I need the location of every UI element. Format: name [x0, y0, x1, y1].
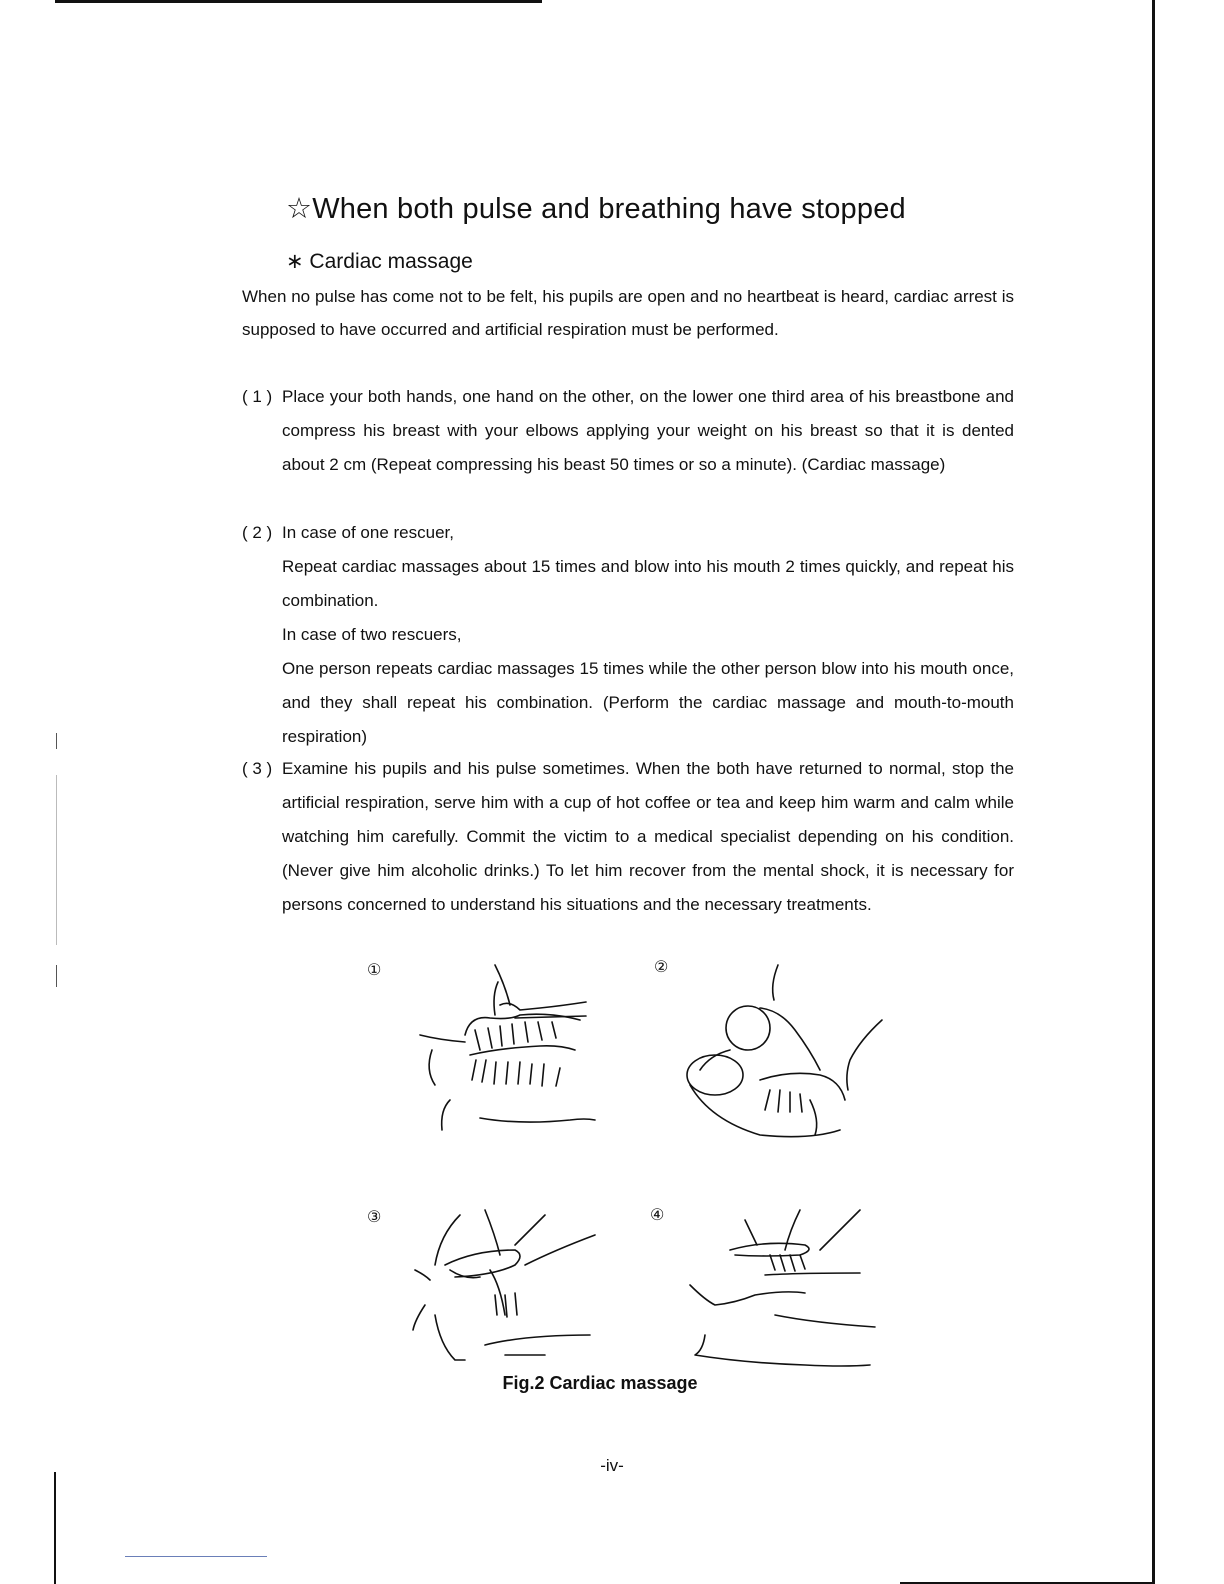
step-number: ( 3 ) — [242, 759, 273, 778]
margin-tick — [56, 965, 57, 987]
list-item-step-1 — [242, 380, 1014, 482]
figure-label-4: ④ — [650, 1205, 665, 1224]
left-border-line — [54, 1472, 56, 1584]
figure-caption — [0, 1373, 1224, 1394]
list-item-step-2 — [242, 516, 1014, 754]
bottom-blue-line — [125, 1556, 267, 1557]
step-line: In case of two rescuers, — [282, 625, 462, 644]
step-line: One person repeats cardiac massages 15 times while the other person blow into his mouth once, and they shall repeat his combination. (Perform the cardiac massage and mouth-to-mouth respiration) — [282, 659, 1014, 746]
top-border-line — [55, 0, 542, 3]
margin-tick — [56, 775, 57, 945]
step-text — [282, 516, 1014, 754]
cardiac-massage-illustration-4 — [685, 1205, 885, 1375]
section-subtitle: ∗ Cardiac massage — [286, 250, 473, 273]
right-border-line — [1152, 0, 1155, 1584]
cardiac-massage-illustration-3 — [405, 1205, 605, 1365]
list-item-step-3 — [242, 752, 1014, 922]
figure-label-1: ① — [367, 960, 382, 979]
step-text: Place your both hands, one hand on the other, on the lower one third area of his breastbone and compress his breast with your elbows applying your weight on his breast so that it is dented about 2 cm (Repeat compressing his beast 50 times or so a minute). (Cardiac massage) — [282, 387, 1014, 474]
figure-label-2: ② — [654, 957, 669, 976]
intro-paragraph: When no pulse has come not to be felt, his pupils are open and no heartbeat is heard, cardiac arrest is supposed to have occurred and artificial respiration must be performed. — [242, 287, 1014, 339]
step-number: ( 1 ) — [242, 387, 273, 406]
cardiac-massage-illustration-1 — [410, 960, 610, 1135]
step-text: Examine his pupils and his pulse sometimes. When the both have returned to normal, stop the artificial respiration, serve him with a cup of hot coffee or tea and keep him warm and calm while watching him carefully. Commit the victim to a medical specialist depending on his condition. (Never give him alcoholic drinks.) To let him recover from the mental shock, it is necessary for persons concerned to understand his situations and the necessary treatments. — [282, 759, 1014, 914]
step-line: Repeat cardiac massages about 15 times and blow into his mouth 2 times quickly, and repeat his combination. — [282, 557, 1014, 610]
margin-tick — [56, 733, 57, 749]
page-number: -iv- — [600, 1456, 624, 1475]
step-line: In case of one rescuer, — [282, 523, 454, 542]
figure-caption-text: Fig.2 Cardiac massage — [502, 1373, 698, 1393]
page-title: ☆When both pulse and breathing have stopped — [286, 193, 906, 225]
figure-label-3: ③ — [367, 1207, 382, 1226]
cardiac-massage-illustration-2 — [670, 960, 890, 1150]
step-number: ( 2 ) — [242, 523, 273, 542]
